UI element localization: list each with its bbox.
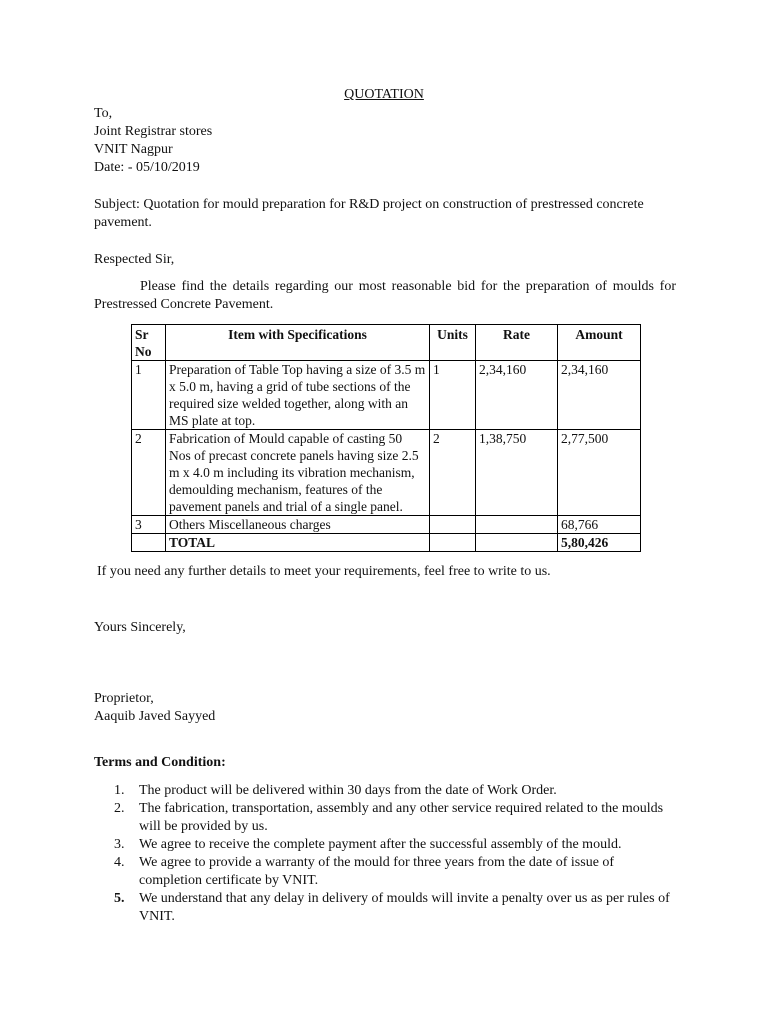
table-row [132, 516, 641, 534]
signatory-name: Aaquib Javed Sayyed [94, 709, 216, 724]
header-amount: Amount [558, 325, 641, 361]
cell-rate: 2,34,160 [476, 361, 558, 430]
cell-item: Fabrication of Mould capable of casting 50 Nos of precast concrete panels having size 2.5 m x 4.0 m including its vibration mechanism, demoulding mechanism, features of the pavement panels and trial of a single panel. [166, 430, 430, 516]
list-item [94, 836, 680, 854]
cell-amount: 2,34,160 [558, 361, 641, 430]
header-sr-no: Sr No [132, 325, 166, 361]
term-text: We understand that any delay in delivery of moulds will invite a penalty over us as per rules of VNIT. [139, 891, 670, 924]
term-text: We agree to receive the complete payment after the successful assembly of the mould. [139, 837, 622, 852]
signatory-designation: Proprietor, [94, 691, 154, 706]
term-text: The product will be delivered within 30 days from the date of Work Order. [139, 783, 557, 798]
list-item [94, 800, 680, 836]
recipient-org: VNIT Nagpur [94, 142, 173, 157]
subject-line: Subject: Quotation for mould preparation for R&D project on construction of prestressed concrete pavement. [94, 197, 644, 230]
cell-amount: 2,77,500 [558, 430, 641, 516]
cell-units: 1 [430, 361, 476, 430]
term-number: 5. [114, 891, 125, 906]
cell-units [430, 516, 476, 534]
closing-note: If you need any further details to meet your requirements, feel free to write to us. [97, 564, 551, 579]
header-units: Units [430, 325, 476, 361]
table-header-row [132, 325, 641, 361]
intro-paragraph: Please find the details regarding our most reasonable bid for the preparation of moulds for Prestressed Concrete Pavement. [94, 279, 676, 312]
cell-item: Others Miscellaneous charges [166, 516, 430, 534]
total-amount: 5,80,426 [558, 534, 641, 552]
table-row [132, 361, 641, 430]
list-item [94, 890, 680, 926]
term-number: 1. [114, 783, 125, 798]
cell-empty [430, 534, 476, 552]
cell-empty [132, 534, 166, 552]
cell-empty [476, 534, 558, 552]
term-text: We agree to provide a warranty of the mould for three years from the date of issue of completion certificate by VNIT. [139, 855, 615, 888]
total-label: TOTAL [166, 534, 430, 552]
cell-rate [476, 516, 558, 534]
sign-off: Yours Sincerely, [94, 620, 186, 635]
cell-units: 2 [430, 430, 476, 516]
table-row [132, 430, 641, 516]
header-rate: Rate [476, 325, 558, 361]
recipient-name: Joint Registrar stores [94, 124, 213, 139]
term-number: 2. [114, 801, 125, 816]
cell-amount: 68,766 [558, 516, 641, 534]
term-number: 3. [114, 837, 125, 852]
terms-list [94, 782, 680, 926]
document-title: QUOTATION [344, 87, 424, 102]
terms-heading: Terms and Condition: [94, 755, 226, 770]
cell-item: Preparation of Table Top having a size of 3.5 m x 5.0 m, having a grid of tube sections of the required size welded together, along with an MS plate at top. [166, 361, 430, 430]
quotation-date: Date: - 05/10/2019 [94, 160, 200, 175]
cell-rate: 1,38,750 [476, 430, 558, 516]
header-item: Item with Specifications [166, 325, 430, 361]
table-total-row [132, 534, 641, 552]
quotation-table [131, 324, 641, 552]
list-item [94, 854, 680, 890]
term-number: 4. [114, 855, 125, 870]
cell-sr: 3 [132, 516, 166, 534]
cell-sr: 1 [132, 361, 166, 430]
recipient-to: To, [94, 106, 113, 121]
cell-sr: 2 [132, 430, 166, 516]
list-item [94, 782, 680, 800]
salutation: Respected Sir, [94, 252, 175, 267]
term-text: The fabrication, transportation, assembly and any other service required related to the moulds will be provided by us. [139, 801, 664, 834]
